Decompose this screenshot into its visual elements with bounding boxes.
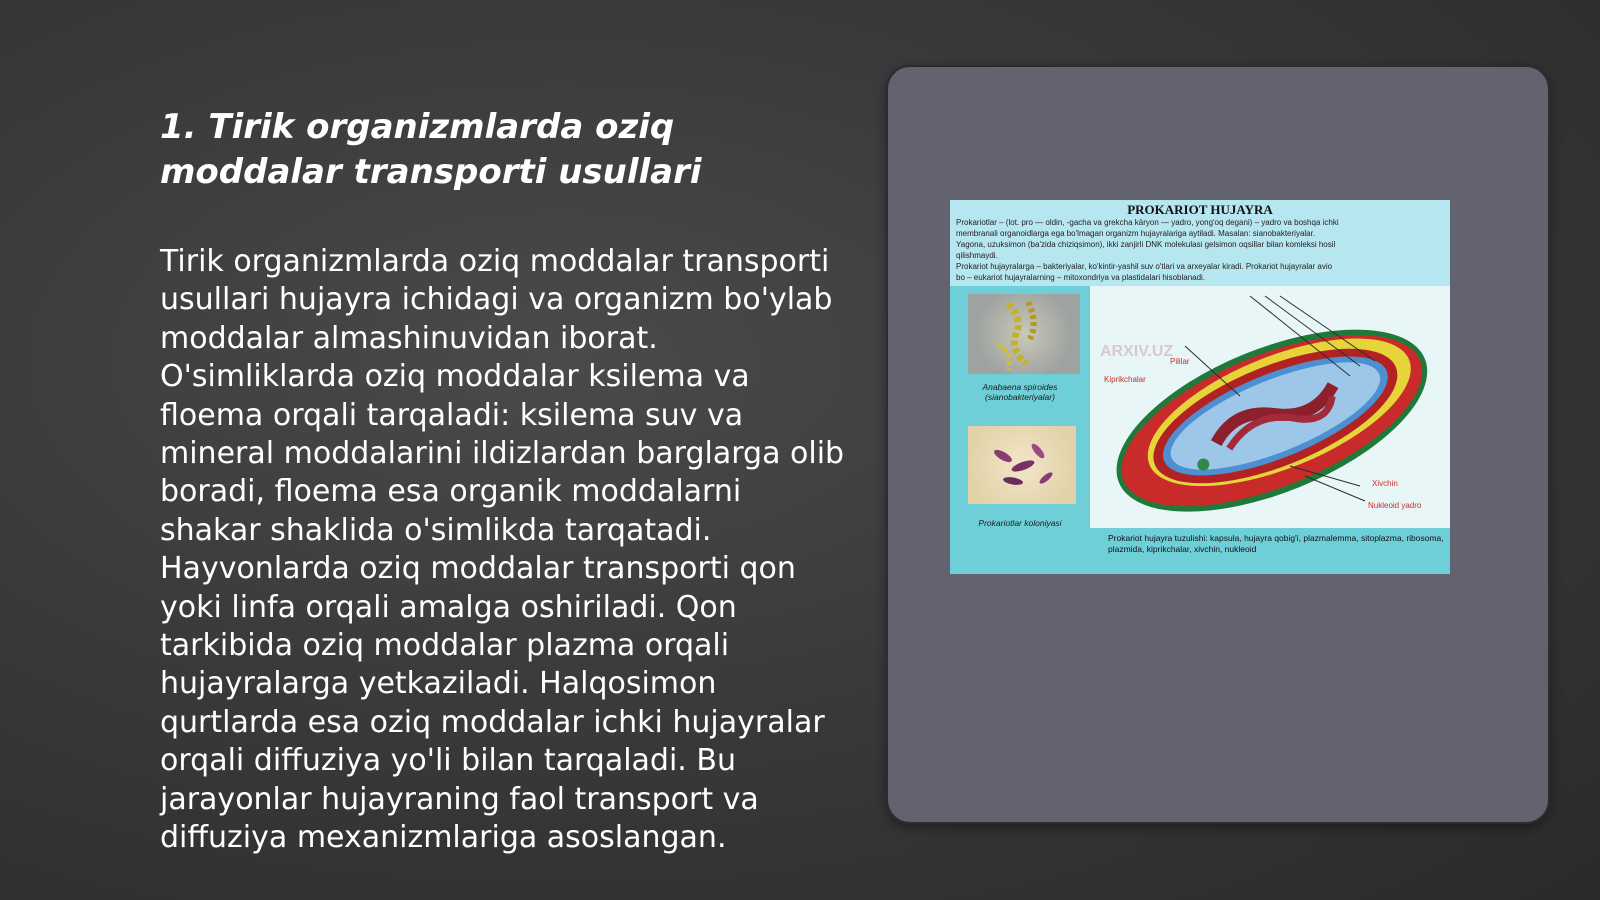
figure-description xyxy=(956,217,1444,283)
figure-desc-line: qilishmaydi. xyxy=(956,251,998,260)
slide-title: 1. Tirik organizmlarda oziq moddalar transporti usullari xyxy=(160,107,702,192)
cyanobacteria-image xyxy=(968,294,1080,374)
colony-image xyxy=(968,426,1076,504)
figure-desc-line: membranali organoidlarga ega bo'lmagan organizm hujayralariga aytiladi. Masalan: sianobakteriyalar. xyxy=(956,229,1316,238)
figure-desc-line: Yagona, uzuksimon (ba'zida chiziqsimon), ikki zanjirli DNK molekulasi gelsimon oqsillar bilan komleksi hosil xyxy=(956,240,1336,249)
label-kiprik: Kiprikchalar xyxy=(1104,375,1146,384)
caption-colony: Prokariotlar koloniyasi xyxy=(978,518,1062,528)
figure-desc-line: bo – eukariot hujayralarning – mitoxondriya va plastidalari hisoblanadi. xyxy=(956,273,1206,282)
label-xivchin: Xivchin xyxy=(1372,479,1398,488)
figure-note: Prokariot hujayra tuzulishi: kapsula, hujayra qobig'i, plazmalemma, sitoplazma, ribosoma, plazmida, kiprikchalar, xivchin, nukleoid xyxy=(1108,533,1444,554)
figure-desc-line: Prokariot hujayralarga – bakteriyalar, ko'kintir-yashil suv o'tlari va arxeyalar kiradi. Prokariot hujayralar avio xyxy=(956,262,1333,271)
colony-micrograph xyxy=(968,426,1076,504)
label-nukleoid: Nukleoid yadro xyxy=(1368,501,1422,510)
label-pili: Pililar xyxy=(1170,357,1190,366)
watermark-text: ARXIV.UZ xyxy=(1100,343,1174,360)
prokaryote-cell-figure[interactable] xyxy=(950,200,1450,574)
slide-body-text: Tirik organizmlarda oziq moddalar transporti usullari hujayra ichidagi va organizm bo'ylab moddalar almashinuvidan iborat. O'simliklarda oziq moddalar ksilema va floema orqali tarqaladi: ksilema suv va mineral moddalarini ildizlardan barglarga olib boradi, floema esa organik moddalarni shakar shaklida o'simlikda tarqatadi. Hayvonlarda oziq moddalar transporti qon yoki linfa orqali amalga oshiriladi. Qon tarkibida oziq moddalar plazma orqali hujayralarga yetkaziladi. Halqosimon qurtlarda esa oziq moddalar ichki hujayralar orqali diffuziya yo'li bilan tarqaladi. Bu jarayonlar hujayraning faol transport va diffuziya mexanizmlariga asoslangan. xyxy=(160,244,845,856)
figure-footer xyxy=(1090,528,1450,574)
caption-cyanobacteria: Anabaena spiroides (sianobakteriyalar) xyxy=(982,382,1058,402)
bacterium-diagram xyxy=(1090,286,1450,528)
figure-sidebar xyxy=(950,286,1090,574)
figure-title: PROKARIOT HUJAYRA xyxy=(1127,202,1273,217)
figure-desc-line: Prokariotlar – (lot. pro — oldin, -gacha va grekcha käryon — yadro, yong'oq degani) – yadro va boshqa ichki xyxy=(956,218,1339,227)
figure-header xyxy=(950,200,1450,286)
cyanobacteria-micrograph xyxy=(968,294,1080,374)
image-card xyxy=(888,67,1548,822)
